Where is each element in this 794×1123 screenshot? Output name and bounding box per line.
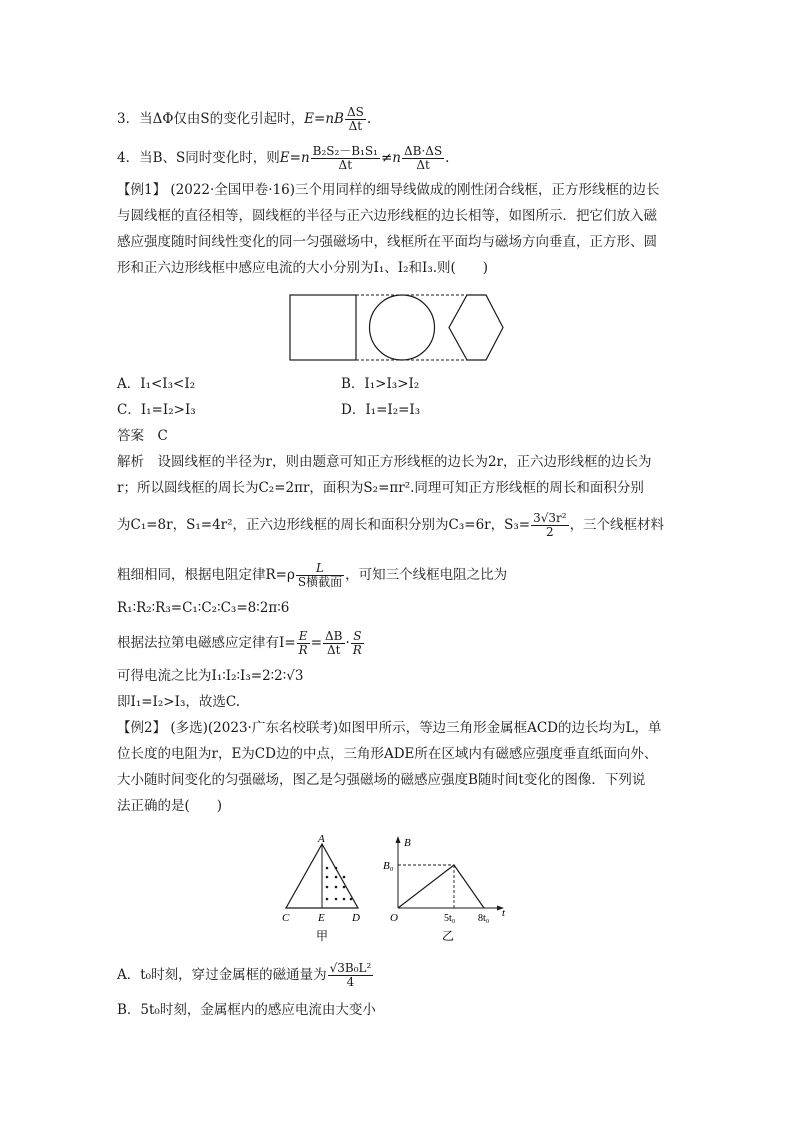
resistance-num: L xyxy=(316,561,325,575)
ex1-option-a: A．I₁<I₃<I₂ xyxy=(117,376,196,392)
analysis-line-7: 可得电流之比为I₁∶I₂∶I₃=2∶2∶√3 xyxy=(117,668,304,684)
faraday-f3-den: R xyxy=(352,643,362,657)
faraday-fraction-1 xyxy=(297,630,310,657)
ex2-option-a-text: A．t₀时刻，穿过金属框的磁通量为 xyxy=(117,967,327,983)
label-c: C xyxy=(282,912,290,924)
item-3-text: 3．当ΔΦ仅由S的变化引起时， xyxy=(117,111,305,127)
faraday-eq: = xyxy=(310,635,323,651)
faraday-dot: · xyxy=(345,635,350,651)
item-3-coef: nB xyxy=(325,111,344,127)
label-a: A xyxy=(318,833,325,845)
analysis-line-6a: 根据法拉第电磁感应定律有I= xyxy=(117,635,296,651)
ex2-figure-left xyxy=(282,832,362,944)
item-3-eq: = xyxy=(314,111,326,127)
ex1-answer: 答案 C xyxy=(117,428,168,444)
caption-jia: 甲 xyxy=(316,929,329,943)
square-frame xyxy=(290,295,356,360)
item-4-num1: B₂S₂－B₁S₁ xyxy=(312,144,378,158)
item-3-end: . xyxy=(366,111,372,127)
ex1-option-d: D．I₁=I₂=I₃ xyxy=(341,402,421,418)
analysis-line-3b: ，三个线框材料 xyxy=(569,517,665,533)
faraday-f2-num: ΔB xyxy=(325,629,343,643)
ex2-option-a xyxy=(117,962,374,989)
ex2-line-2: 位长度的电阻为r，E为CD边的中点，三角形ADE所在区域内有磁感应强度垂直纸面向外、 xyxy=(117,746,658,762)
ex1-figure xyxy=(286,290,508,364)
ex1-line-1: 【例1】 (2022·全国甲卷·16)三个用同样的细导线做成的刚性闭合线框，正方形线框的边长 xyxy=(117,182,660,198)
caption-yi: 乙 xyxy=(442,929,455,943)
hexagon-frame xyxy=(449,295,503,360)
b-axis-arrow xyxy=(396,836,401,843)
ex1-option-c: C．I₁=I₂>I₃ xyxy=(117,402,196,418)
flux-den: 4 xyxy=(328,975,374,989)
s3-fraction xyxy=(531,512,568,539)
analysis-line-4 xyxy=(117,562,507,589)
label-8t0: 8t₀ xyxy=(478,913,490,924)
s3-den: 2 xyxy=(531,525,568,539)
faraday-f3-num: S xyxy=(353,629,362,643)
resistance-den: S横截面 xyxy=(297,575,343,589)
analysis-line-5: R₁∶R₂∶R₃=C₁∶C₂∶C₃=8∶2π∶6 xyxy=(117,600,290,616)
ex1-line-2: 与圆线框的直径相等，圆线框的半径与正六边形线框的边长相等，如图所示．把它们放入磁 xyxy=(117,208,657,224)
ex2-option-b: B．5t₀时刻，金属框内的感应电流由大变小 xyxy=(117,1002,376,1018)
analysis-line-4b: ，可知三个线框电阻之比为 xyxy=(345,567,508,583)
magnetic-field-dots xyxy=(326,867,353,901)
analysis-line-3a: 为C₁=8r，S₁=4r²，正六边形线框的周长和面积分别为C₃=6r，S₃= xyxy=(117,517,531,533)
label-t-axis: t xyxy=(502,907,506,919)
item-4-lhs: E xyxy=(279,150,290,166)
item-4-text: 4．当B、S同时变化时，则 xyxy=(117,150,280,166)
ex2-line-1: 【例2】 (多选)(2023·广东名校联考)如图甲所示，等边三角形金属框ACD的边长均为L，单 xyxy=(117,720,662,736)
resistance-fraction xyxy=(296,562,344,589)
item-3 xyxy=(117,106,371,133)
item-4-n1: n xyxy=(300,150,310,166)
item-3-fraction xyxy=(345,106,366,133)
analysis-line-8: 即I₁=I₂>I₃，故选C. xyxy=(117,694,240,710)
analysis-line-2: r；所以圆线框的周长为C₂=2πr，面积为S₂=πr².同理可知正方形线框的周长和面积分别 xyxy=(117,480,644,496)
ex1-option-b: B．I₁>I₃>I₂ xyxy=(341,376,420,392)
faraday-fraction-3 xyxy=(351,630,364,657)
faraday-f1-num: E xyxy=(298,629,308,643)
ex2-line-3: 大小随时间变化的匀强磁场，图乙是匀强磁场的磁感应强度B随时间t变化的图像．下列说 xyxy=(117,772,646,788)
label-5t0: 5t₀ xyxy=(444,913,456,924)
item-4-fraction-2 xyxy=(402,145,444,172)
item-4-num2: ΔB·ΔS xyxy=(403,144,443,158)
item-4-den1: Δt xyxy=(311,158,380,172)
item-3-lhs: E xyxy=(304,111,315,127)
ex1-line-4: 形和正六边形线框中感应电流的大小分别为I₁、I₂和I₃.则( ) xyxy=(117,260,489,276)
item-4-eq: = xyxy=(289,150,301,166)
flux-num: √3B₀L² xyxy=(329,961,372,975)
label-b-axis: B xyxy=(404,837,411,849)
item-4-den2: Δt xyxy=(402,158,444,172)
item-3-den: Δt xyxy=(345,119,366,133)
item-4-end: . xyxy=(445,150,450,166)
item-4-fraction-1 xyxy=(311,145,380,172)
analysis-line-6 xyxy=(117,630,365,657)
s3-num: 3√3r² xyxy=(533,511,567,525)
faraday-fraction-2 xyxy=(323,630,344,657)
flux-fraction xyxy=(328,962,374,989)
analysis-line-3 xyxy=(117,512,664,539)
label-o: O xyxy=(390,912,398,924)
ex2-line-4: 法正确的是( ) xyxy=(117,798,223,814)
analysis-line-1: 解析 设圆线框的半径为r，则由题意可知正方形线框的边长为2r，正六边形线框的边长为 xyxy=(117,454,652,470)
label-b0: B₀ xyxy=(383,860,394,872)
ex1-line-3: 感应强度随时间线性变化的同一匀强磁场中，线框所在平面均与磁场方向垂直，正方形、圆 xyxy=(117,234,657,250)
label-e: E xyxy=(318,912,325,924)
item-4-n2: n xyxy=(392,150,401,166)
item-3-num: ΔS xyxy=(346,105,364,119)
label-d: D xyxy=(352,912,360,924)
circle-frame xyxy=(370,295,435,360)
analysis-line-4a: 粗细相同，根据电阻定律R=ρ xyxy=(117,567,295,583)
faraday-f2-den: Δt xyxy=(323,643,344,657)
b-t-curve xyxy=(398,865,484,908)
item-4 xyxy=(117,145,449,172)
item-4-neq: ≠ xyxy=(380,150,393,166)
faraday-f1-den: R xyxy=(298,643,308,657)
ex2-figure-right xyxy=(380,832,510,944)
